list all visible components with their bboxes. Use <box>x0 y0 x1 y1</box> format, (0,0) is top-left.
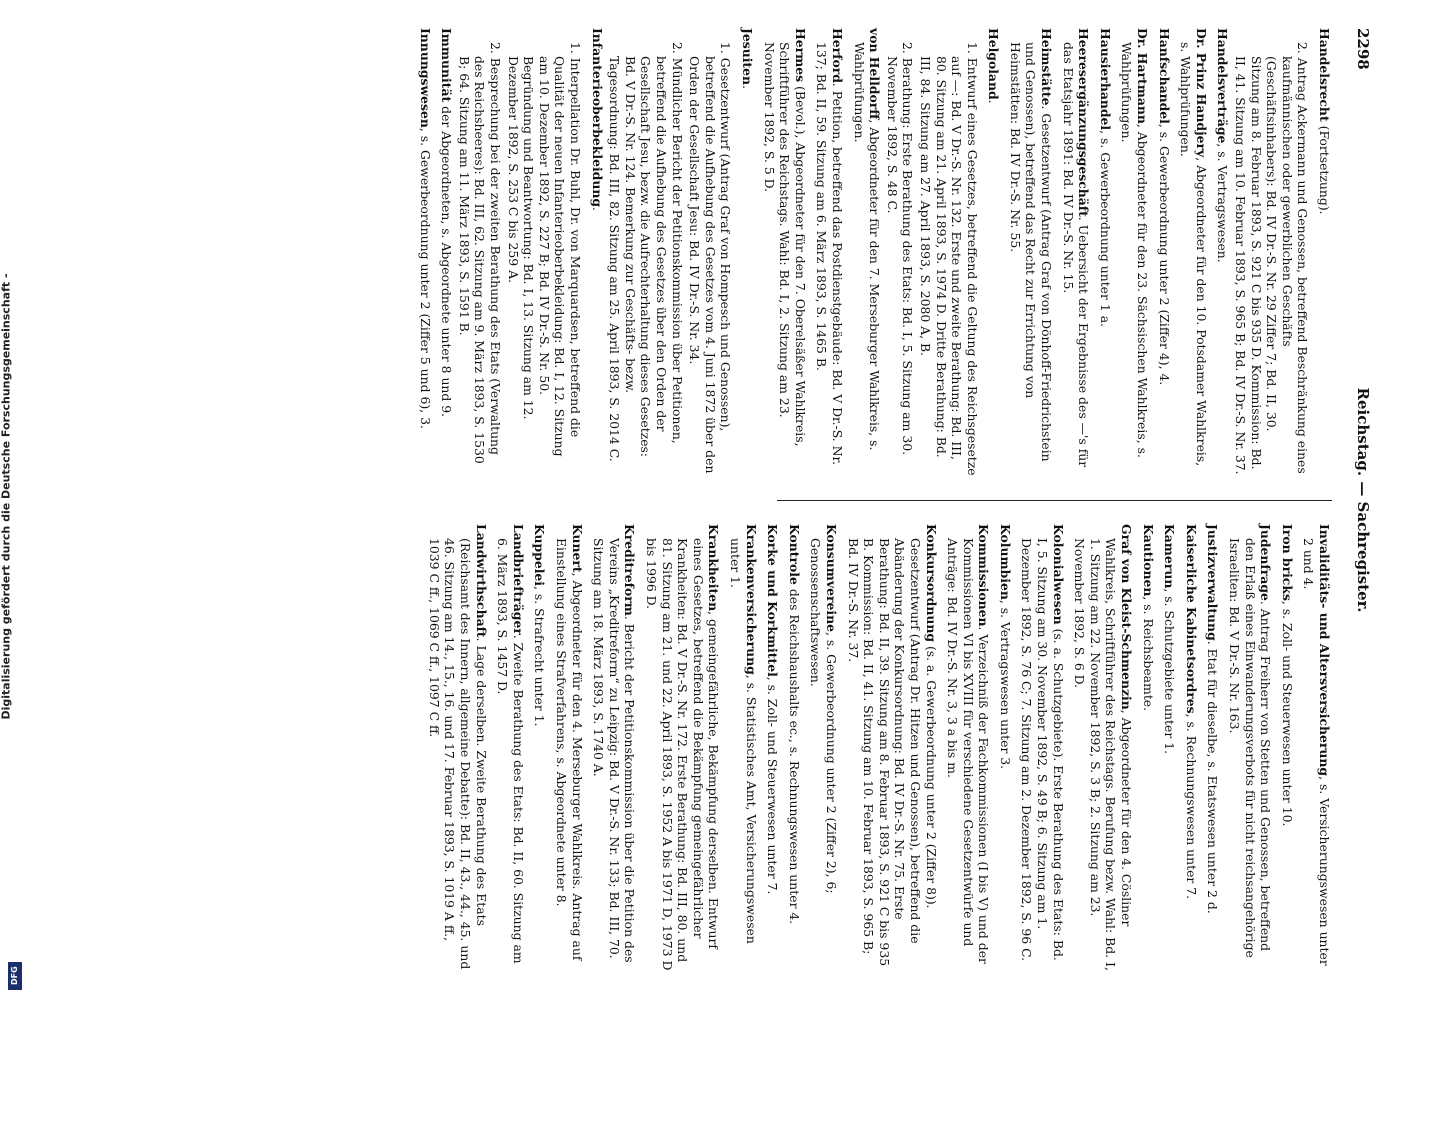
index-entry <box>1162 524 1178 972</box>
entry-keyword: Helgoland <box>986 28 1002 100</box>
index-entry <box>426 524 488 972</box>
entry-text: , s. Gewerbeordnung unter 2 (Ziffer 5 und 6), 3. <box>417 127 433 429</box>
running-header <box>1348 28 1372 972</box>
entry-keyword: Jesuiten <box>740 28 755 86</box>
entry-text: 2. Berathung: Erste Berathung des Etats: Bd. I, 5. Sitzung am 30. November 1892, S. 48 C. <box>884 42 916 456</box>
entry-keyword: Hanfschandel <box>1156 28 1172 124</box>
index-entry <box>739 28 755 476</box>
entry-text: . Uebersicht der Ergebnisse des —'s für das Etatsjahr 1891: Bd. IV Dr.-S. Nr. 15. <box>1060 42 1092 468</box>
entry-keyword: Handelsverträge <box>1215 28 1231 144</box>
entry-keyword: Krankheiten <box>706 524 722 612</box>
entry-keyword: Immunität <box>439 28 455 103</box>
index-entry <box>851 28 882 476</box>
entry-text: 1. Gesetzentwurf (Antrag Graf von Hompesch und Genossen), betreffend die Aufhebung des Gesetzes vom 4. Juni 1872 über den Orden der Gesellschaft Jesu: Bd. IV Dr.-S. Nr. 34. <box>687 42 734 474</box>
entry-text: . <box>589 207 605 211</box>
entry-keyword: Kamerun <box>1162 524 1178 589</box>
entry-text: , s. Versicherungswesen unter 2 und 4. <box>1301 538 1332 966</box>
index-entry <box>727 524 758 972</box>
page-number: 2298 <box>1354 28 1372 70</box>
dfg-logo: DFG <box>8 962 22 990</box>
entry-text: , Abgeordneter für den 4. Merseburger Wahlkreis. Antrag auf Einstellung eines Strafverfahrens, s. Abgeordnete unter 8. <box>554 538 585 961</box>
entry-keyword: Kautionen <box>1140 524 1156 597</box>
index-entry <box>997 524 1013 972</box>
entry-keyword: Heimstätte <box>1039 28 1055 106</box>
index-entry <box>986 28 1002 476</box>
entry-text: 2. Besprechung bei der zweiten Berathung des Etats (Verwaltung des Reichsheeres): Bd. III, 62. Sitzung am 9. März 1893, S. 1530 B; 64. Sitzung am 11. März 1893, S. 1591 B. <box>456 42 504 464</box>
entry-keyword: Dr. Prinz Handjery <box>1193 28 1209 158</box>
entry-keyword: Justizverwaltung <box>1205 524 1221 641</box>
entry-text: (Bevol.), Abgeordneter für den 7. Oberelsäßer Wahlkreis, Schriftführer des Reichstags. Wahl: Bd. I, 2. Sitzung am 23. November 1892, S. 5 D. <box>761 42 808 447</box>
index-entry <box>505 28 583 476</box>
index-entry <box>884 28 915 476</box>
index-entry <box>814 28 845 476</box>
entry-keyword: Kontrole <box>786 524 802 585</box>
entry-text: (s. a. Gewerbeordnung unter 2 (Ziffer 8)). Gesetzentwurf (Antrag Dr. Hitzen und Genossen), betreffend die Abänderung der Konkursordnung: Bd. IV Dr.-S. Nr. 75. Erste Berathung: Bd. II, 39. Sitzung am 8. Februar 1893, S. 921 C bis 935 B. Kommission: Bd. II, 41. Sitzung am 10. Februar 1893, S. 965 B; Bd. IV Dr.-S. Nr. 37. <box>845 538 939 967</box>
entry-keyword: Iron bricks <box>1279 524 1295 601</box>
entry-keyword: Judenfrage <box>1258 524 1274 601</box>
entry-text: . Lage derselben. Zweite Berathung des Etats (Reichsamt des Innern, allgemeine Debatte): Bd. II, 43., 44., 45. und 46. Sitzung am 14., 15., 16. und 17. Februar 1893, S. 1019 A ff., 1039 C ff., 1069 C ff., 1097 C ff. <box>426 538 489 970</box>
entry-text: , gemeingefährliche, Bekämpfung derselben. Entwurf eines Gesetzes, betreffend die Bekämpfung gemeingefährlicher Krankheiten: Bd. V Dr.-S. Nr. 172. Erste Berathung: Bd. III, 80. und 81. Sitzung am 21. und 22. April 1893, S. 1952 A bis 1971 D, 1973 D bis 1996 D. <box>644 538 722 971</box>
index-entry <box>1019 524 1066 972</box>
entry-keyword: Handelsrecht <box>1317 28 1332 122</box>
index-entry <box>553 524 584 972</box>
entry-text: . Verzeichniß der Fachkommissionen (I bis V) und der Kommissionen VI bis XVIII für verschiedene Gesetzentwürfe und Anträge: Bd. IV Dr.-S. Nr. 3, 3 a bis m. <box>945 538 992 964</box>
index-entry <box>945 524 992 972</box>
entry-keyword: Konsumvereine <box>823 524 839 632</box>
entry-text: 1. Interpellation Dr. Buhl, Dr. von Marquardsen, betreffend die Qualität der neuen Infanterieoberbekleidung: Bd. I, 12. Sitzung am 10. Dezember 1892, S. 227 B; Bd. IV Dr.-S. Nr. 50. Begründung und Beantwortung: Bd. I, 13. Sitzung am 12. Dezember 1892, S. 253 C bis 259 A. <box>505 42 584 457</box>
index-entry <box>1178 28 1209 476</box>
index-entry <box>591 524 638 972</box>
entry-text: , Abgeordneter für den 23. Sächsischen Wahlkreis, s. Wahlprüfungen. <box>1119 42 1151 458</box>
index-entry <box>439 28 455 476</box>
index-entry <box>1072 524 1134 972</box>
entry-text: . Antrag Freiherr von Stetten und Genossen, betreffend den Erlaß eines Einwanderungsverbots für nicht reichsangehörige Israeliten: Bd. V Dr.-S. Nr. 163. <box>1227 538 1274 958</box>
index-entry <box>495 524 526 972</box>
index-entry <box>456 28 503 476</box>
entry-text: , s. Gewerbeordnung unter 2 (Ziffer 4), 4. <box>1156 123 1172 386</box>
dfg-footer-strip <box>0 0 26 1000</box>
entry-text: , s. Reichsbeamte. <box>1140 596 1156 712</box>
rotated-page-content <box>72 28 1372 972</box>
entry-text: der Abgeordneten, s. Abgeordnete unter 8 und 9. <box>439 102 455 418</box>
entry-keyword: von Helldorff <box>867 28 883 120</box>
index-entry <box>1205 524 1221 972</box>
entry-text: (Fortsetzung). <box>1317 121 1332 215</box>
entry-keyword: Infanterieoberbekleidung <box>589 28 605 208</box>
index-entry <box>1140 524 1156 972</box>
entry-keyword: Invaliditäts- und Altersversicherung <box>1317 524 1332 777</box>
index-entry <box>1316 28 1332 476</box>
entry-keyword: Korke und Korkmittel <box>765 524 781 677</box>
entry-text: , Abgeordneter für den 7. Merseburger Wahlkreis, s. Wahlprüfungen. <box>851 42 883 451</box>
right-column <box>420 524 1332 972</box>
entry-text: des Reichshaushalts ec., s. Rechnungswesen unter 4. <box>786 584 802 925</box>
entry-text: , s. Vertragswesen. <box>1215 143 1231 263</box>
index-entry <box>687 28 734 476</box>
running-title: Reichstag. — Sachregister. <box>1354 387 1372 613</box>
entry-text: . Petition, betreffend das Postdienstgebäude: Bd. V Dr.-S. Nr. 137; Bd. II, 59. Sitzung am 6. März 1893, S. 1465 B. <box>814 42 845 466</box>
entry-keyword: Krankenversicherung <box>743 524 759 675</box>
entry-keyword: Innungswesen <box>417 28 433 128</box>
index-entry <box>786 524 802 972</box>
entry-keyword: Kolumbien <box>997 524 1013 600</box>
entry-text: (s. a. Schutzgebiete). Erste Berathung des Etats: Bd. I, 5. Sitzung am 30. November 1892, S. 49 B; 6. Sitzung am 1. Dezember 1892, S. 76 C; 7. Sitzung am 2. Dezember 1892, S. 96 C. <box>1019 538 1066 962</box>
entry-keyword: Herford <box>829 28 845 83</box>
entry-text: . Bericht der Petitionskommission über die Petition des Vereins „Kreditreform“ zu Leipzig: Bd. V Dr.-S. Nr. 133; Bd. III, 70. Sitzung am 18. März 1893, S. 1740 A. <box>591 538 638 963</box>
index-entry <box>917 28 979 476</box>
column-divider <box>777 500 1332 501</box>
index-entry <box>845 524 939 972</box>
index-entry <box>761 28 808 476</box>
entry-text: , s. Zoll- und Steuerwesen unter 7. <box>765 676 781 895</box>
digitization-credit: Digitalisierung gefördert durch die Deutsche Forschungsgemeinschaft - <box>0 273 13 720</box>
entry-keyword: Heeresergänzungsgeschäft <box>1076 28 1092 217</box>
index-entry <box>1060 28 1091 476</box>
index-entry <box>1119 28 1150 476</box>
left-column <box>411 28 1332 476</box>
entry-keyword: Landwirthschaft <box>473 524 489 638</box>
entry-keyword: Hermes <box>792 28 808 83</box>
index-entry <box>1232 28 1310 476</box>
entry-text: . <box>740 85 755 90</box>
entry-text: , s. Gewerbeordnung unter 2 (Ziffer 2), 6; Genossenschaftswesen. <box>808 538 839 894</box>
entry-keyword: Hausierhandel <box>1097 28 1113 131</box>
entry-text: , s. Statistisches Amt, Versicherungswesen unter 1. <box>728 538 759 944</box>
entry-text: . <box>986 99 1002 104</box>
index-entry <box>808 524 839 972</box>
entry-keyword: Konkursordnung <box>923 524 939 643</box>
entry-text: , s. Schutzgebiete unter 1. <box>1162 588 1178 755</box>
entry-keyword: Graf von Kleist-Schmenzin <box>1119 524 1135 710</box>
index-entry <box>417 28 433 476</box>
entry-keyword: Kreditreform <box>622 524 638 616</box>
entry-text: 1. Entwurf eines Gesetzes, betreffend die Geltung des Reichsgesetze auf —: Bd. V Dr.-S. Nr. 132. Erste und zweite Berathung: Bd. III, 80. Sitzung am 21. April 1893, S. 1974 D. Dritte Berathung: Bd. III, 84. Sitzung am 27. April 1893, S. 2080 A, B. <box>917 42 980 476</box>
index-entry <box>643 524 721 972</box>
entry-keyword: Dr. Hartmann <box>1135 28 1151 124</box>
entry-text: , Abgeordneter für den 4. Cösliner Wahlkreis, Schriftführer des Reichstags. Berufung bezw. Wahl: Bd. I, 1. Sitzung am 22. November 1892, S. 3 B; 2. Sitzung am 23. November 1892, S. 6 D. <box>1072 538 1135 971</box>
entry-text: . Gesetzentwurf (Antrag Graf von Dönhoff-Friedrichstein und Genossen), betreffend das Recht zur Errichtung von Heimstätten: Bd. IV Dr.-S. Nr. 55. <box>1007 42 1055 462</box>
entry-keyword: Kolonialwesen <box>1050 524 1066 625</box>
index-entry <box>1007 28 1054 476</box>
index-entry <box>1226 524 1273 972</box>
index-entry <box>532 524 548 972</box>
entry-text: . Etat für dieselbe, s. Etatswesen unter 2 d. <box>1205 640 1221 914</box>
entry-text: . Zweite Berathung des Etats: Bd. II, 60. Sitzung am 6. März 1893, S. 1457 D. <box>495 538 526 964</box>
entry-keyword: Kunert <box>569 524 585 573</box>
index-entry <box>1183 524 1199 972</box>
entry-keyword: Kaiserliche Kabinetsordres <box>1183 524 1199 714</box>
entry-keyword: Kuppelei <box>532 524 548 587</box>
index-entry <box>1279 524 1295 972</box>
index-entry <box>1097 28 1113 476</box>
entry-text: , s. Gewerbeordnung unter 1 a. <box>1097 130 1113 328</box>
entry-text: , s. Strafrecht unter 1. <box>532 586 548 727</box>
index-entry <box>1301 524 1332 972</box>
index-entry <box>1215 28 1231 476</box>
index-entry <box>607 28 685 476</box>
entry-keyword: Landbriefträger <box>510 524 526 635</box>
entry-text: , s. Rechnungswesen unter 7. <box>1183 713 1199 900</box>
entry-text: , s. Vertragswesen unter 3. <box>997 599 1013 770</box>
index-entry <box>589 28 605 476</box>
entry-text: 2. Antrag Ackermann und Genossen, betreffend Beschränkung eines kaufmännischen oder gewerblichen Geschäfts (Geschäftsinhabers): Bd. IV Dr.-S. Nr. 29 Ziffer 7; Bd. II, 30. Sitzung am 8. Februar 1893, S. 921 C bis 935 D. Kommission: Bd. II, 41. Sitzung am 10. Februar 1893, S. 965 B; Bd. IV Dr.-S. Nr. 37. <box>1233 42 1311 475</box>
entry-text: 2. Mündlicher Bericht der Petitionskommission über Petitionen, betreffend die Aufhebung des Gesetzes über den Orden der Gesellschaft Jesu, bezw. die Aufrechterhaltung dieses Gesetzes: Bd. V Dr.-S. Nr. 124. Bemerkung zur Geschäfts- bezw. Tagesordnung: Bd. III, 82. Sitzung am 25. April 1893, S. 2014 C. <box>607 42 685 462</box>
entry-text: , s. Zoll- und Steuerwesen unter 10. <box>1279 600 1295 827</box>
entry-keyword: Kommissionen <box>976 524 992 627</box>
entry-text: , Abgeordneter für den 10. Potsdamer Wahlkreis, s. Wahlprüfungen. <box>1178 42 1209 467</box>
index-entry <box>765 524 781 972</box>
index-entry <box>1156 28 1172 476</box>
